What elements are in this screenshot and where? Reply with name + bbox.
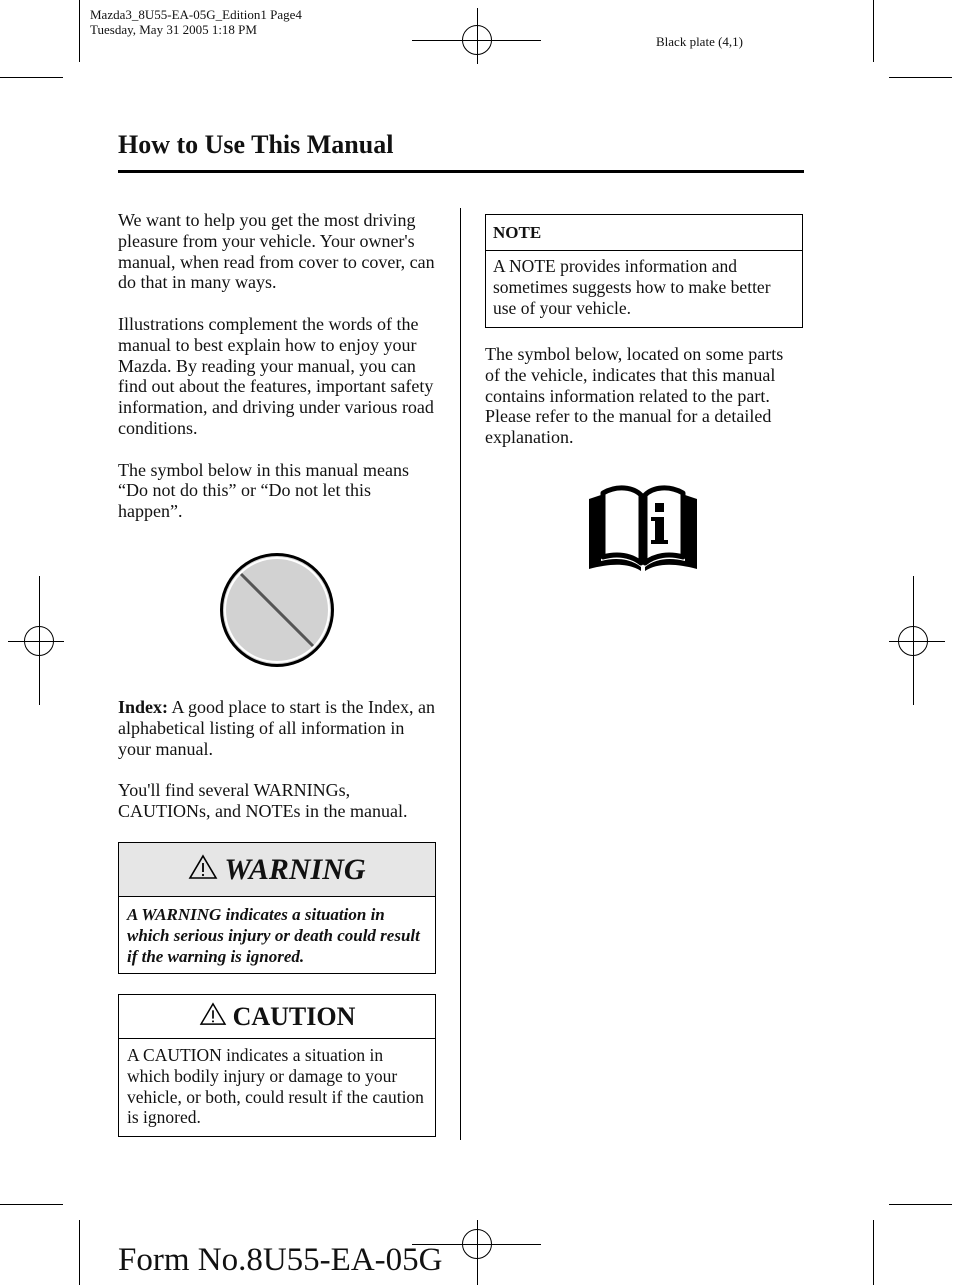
alert-triangle-icon	[199, 1002, 227, 1031]
notices-paragraph: You'll find several WARNINGs, CAUTIONs, and NOTEs in the manual.	[118, 780, 408, 821]
intro-text	[118, 210, 436, 543]
form-number: Form No.8U55-EA-05G	[118, 1242, 443, 1278]
manual-info-book-icon	[585, 483, 701, 578]
alert-triangle-icon	[188, 854, 218, 885]
print-metadata	[90, 7, 302, 37]
caution-header	[119, 995, 435, 1039]
index-description: A good place to start is the Index, an alphabetical listing of all information in your manual.	[118, 697, 435, 759]
caution-body: A CAUTION indicates a situation in which bodily injury or damage to your vehicle, or both, could result if the caution is ignored.	[127, 1045, 424, 1128]
note-body: A NOTE provides information and sometimes suggests how to make better use of your vehicle.	[493, 256, 771, 318]
title-rule	[118, 170, 804, 173]
column-divider	[460, 208, 461, 1140]
plate-label: Black plate (4,1)	[656, 34, 743, 49]
warning-header	[119, 843, 435, 897]
caution-box	[118, 994, 436, 1137]
symbol-paragraph: The symbol below in this manual means “Do not do this” or “Do not let this happen”.	[118, 459, 409, 522]
book-symbol-paragraph: The symbol below, located on some parts of the vehicle, indicates that this manual contains information related to the part. Please refer to the manual for a detailed explanation.	[485, 344, 784, 448]
print-date-line: Tuesday, May 31 2005 1:18 PM	[90, 22, 257, 37]
prohibition-icon	[217, 550, 337, 675]
page-title: How to Use This Manual	[118, 130, 394, 159]
symbol-explanation	[485, 344, 801, 469]
warning-title: WARNING	[224, 852, 366, 886]
warning-box	[118, 842, 436, 974]
illustrations-paragraph: Illustrations complement the words of the manual to best explain how to enjoy your Mazda. By reading your manual, you can find out about the features, important safety information, and driving under various road conditions.	[118, 313, 434, 438]
index-label: Index:	[118, 697, 169, 717]
note-title: NOTE	[486, 215, 802, 251]
index-text	[118, 697, 436, 843]
note-box	[485, 214, 803, 328]
caution-title: CAUTION	[232, 1001, 356, 1031]
intro-paragraph: We want to help you get the most driving pleasure from your vehicle. Your owner's manual, when read from cover to cover, can do that in many ways.	[118, 210, 435, 293]
print-file-line: Mazda3_8U55-EA-05G_Edition1 Page4	[90, 7, 302, 22]
warning-body: A WARNING indicates a situation in which serious injury or death could result if the warning is ignored.	[127, 905, 420, 966]
